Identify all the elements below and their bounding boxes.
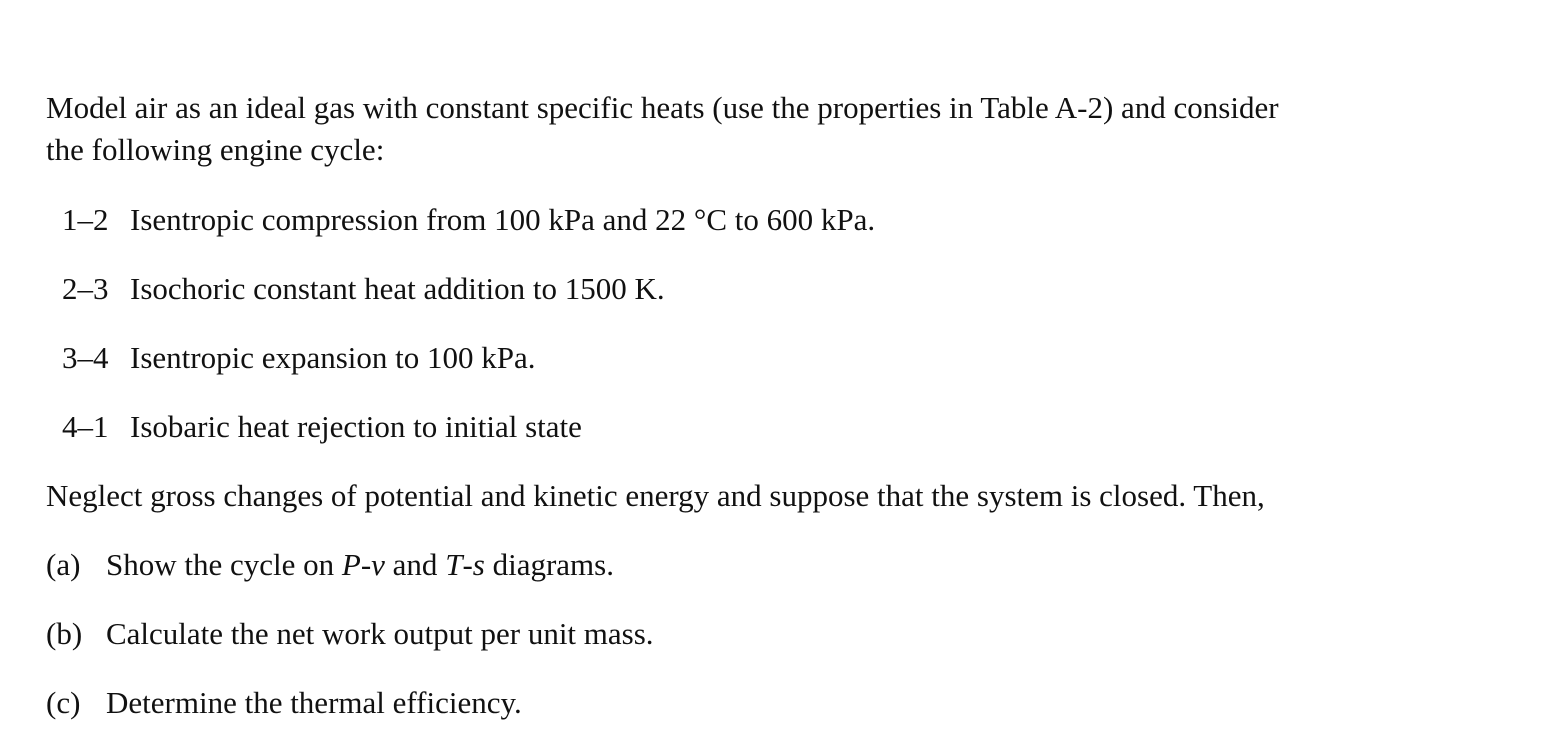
step-number: 3–4 [62, 340, 109, 375]
intro-line-2: the following engine cycle: [46, 132, 385, 167]
part-a-mid: and [384, 547, 446, 582]
step-3-4 [46, 337, 1516, 379]
part-c [46, 682, 1516, 724]
part-label: (a) [46, 547, 81, 582]
pressure-symbol: P [341, 547, 361, 582]
step-4-1 [46, 406, 1516, 448]
part-a [46, 544, 1516, 586]
specific-volume-symbol: ν [371, 547, 385, 582]
step-description: Isentropic expansion to 100 kPa. [130, 340, 536, 375]
step-description: Isentropic compression from 100 kPa and 22 °C to 600 kPa. [130, 202, 876, 237]
cycle-steps [46, 199, 1516, 448]
step-2-3 [46, 268, 1516, 310]
part-b-text: Calculate the net work output per unit mass. [106, 616, 654, 651]
hyphen: - [462, 547, 473, 582]
part-a-pre: Show the cycle on [106, 547, 342, 582]
intro-paragraph [46, 87, 1516, 171]
part-a-post: diagrams. [484, 547, 614, 582]
question-parts [46, 544, 1516, 724]
intro-line-1: Model air as an ideal gas with constant specific heats (use the properties in Table A-2) and consider [46, 90, 1279, 125]
step-description: Isobaric heat rejection to initial state [130, 409, 582, 444]
hyphen: - [360, 547, 372, 582]
part-label: (b) [46, 616, 83, 651]
part-a-text [106, 544, 1516, 586]
problem-statement [46, 87, 1516, 724]
step-description: Isochoric constant heat addition to 1500 K. [130, 271, 665, 306]
step-number: 1–2 [62, 202, 109, 237]
assumptions-paragraph: Neglect gross changes of potential and kinetic energy and suppose that the system is closed. Then, [46, 478, 1265, 513]
step-1-2 [46, 199, 1516, 241]
step-number: 2–3 [62, 271, 109, 306]
entropy-symbol: s [472, 547, 485, 582]
temperature-symbol: T [445, 547, 463, 582]
part-c-text: Determine the thermal efficiency. [106, 685, 522, 720]
part-b [46, 613, 1516, 655]
part-label: (c) [46, 685, 81, 720]
step-number: 4–1 [62, 409, 109, 444]
